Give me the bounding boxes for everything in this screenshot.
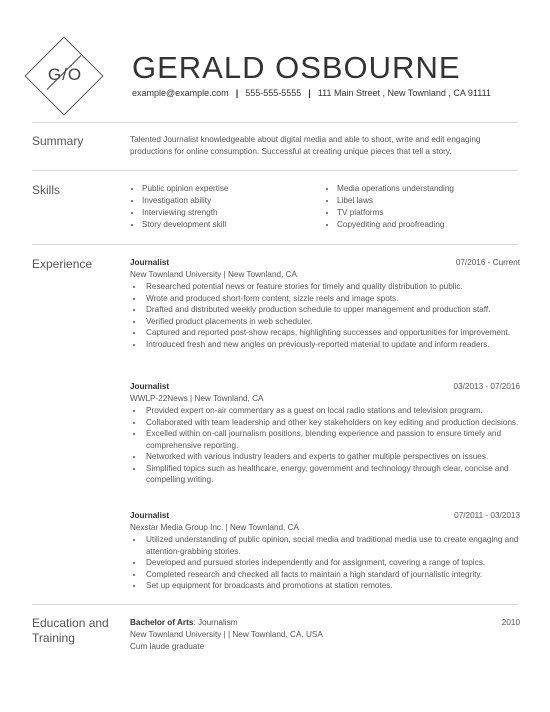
job-dates: 07/2016 - Current bbox=[455, 258, 520, 267]
education-heading: Education and Training bbox=[32, 616, 109, 645]
divider bbox=[32, 244, 518, 245]
address: 111 Main Street , New Townland , CA 91111 bbox=[317, 88, 491, 98]
job-bullet: • Simplified topics such as healthcare, energy, government and technology through clear, concise and compelling writing. bbox=[144, 463, 520, 486]
job-title: Journalist bbox=[130, 382, 170, 391]
job-bullet: • Networked with various industry leaders and experts to gather multiple perspectives on issues. bbox=[144, 451, 520, 463]
skill-item: • Media operations understanding bbox=[337, 183, 520, 195]
education-entry bbox=[130, 617, 520, 653]
skill-item: • Public opinion expertise bbox=[142, 183, 325, 195]
skill-item: • Story development skill bbox=[142, 219, 325, 231]
phone: 555-555-5555 bbox=[245, 88, 302, 98]
job-bullets bbox=[130, 405, 520, 486]
job-entry bbox=[130, 381, 520, 486]
job-bullet: • Set up equipment for broadcasts and promotions at station remotes. bbox=[144, 580, 520, 592]
summary-heading: Summary bbox=[32, 134, 84, 148]
skill-item: • Investigation ability bbox=[142, 195, 325, 207]
skills-column-left bbox=[130, 183, 325, 231]
job-bullets bbox=[130, 281, 520, 350]
divider bbox=[32, 122, 518, 123]
degree: Bachelor of Arts bbox=[130, 618, 194, 627]
field-of-study: : Journalism bbox=[193, 618, 238, 627]
separator: | bbox=[235, 88, 239, 98]
job-bullet: • Captured and reported post-show recaps, highlighting successes and opportunities for improvement. bbox=[144, 327, 520, 339]
skill-item: • Interviewing strength bbox=[142, 207, 325, 219]
job-bullet: • Excelled within on-call journalism positions, blending experience and passion to ensure timely and comprehensive reporting. bbox=[144, 428, 520, 451]
contact-line bbox=[132, 88, 491, 98]
job-bullet: • Introduced fresh and new angles on previously-reported material to update and inform readers. bbox=[144, 339, 520, 351]
monogram bbox=[30, 40, 100, 110]
monogram-text: G/O bbox=[47, 65, 83, 84]
divider bbox=[32, 170, 518, 171]
job-bullet: • Utilized understanding of public opinion, social media and traditional media use to create engaging and attention-grabbing stories. bbox=[144, 534, 520, 557]
skill-item: • Libel laws bbox=[337, 195, 520, 207]
candidate-name: GERALD OSBOURNE bbox=[132, 50, 461, 85]
skill-item: • TV platforms bbox=[337, 207, 520, 219]
degree-line bbox=[130, 617, 238, 629]
job-entry bbox=[130, 257, 520, 350]
job-bullet: • Developed and pursued stories independently and for assignment, covering a range of topics. bbox=[144, 557, 520, 569]
separator: | bbox=[308, 88, 311, 98]
job-company: Nexstar Media Group Inc. | New Townland, CA bbox=[130, 523, 299, 532]
job-bullet: • Wrote and produced short-form content, sizzle reels and image spots. bbox=[144, 293, 520, 305]
job-dates: 03/2013 - 07/2016 bbox=[453, 382, 520, 391]
job-bullet: • Completed research and checked all facts to maintain a high standard of journalistic integrity. bbox=[144, 569, 520, 581]
job-bullet: • Provided expert on-air commentary as a guest on local radio stations and television program. bbox=[144, 405, 520, 417]
job-entry bbox=[130, 510, 520, 592]
email: example@example.com bbox=[132, 88, 229, 98]
job-dates: 07/2011 - 03/2013 bbox=[454, 511, 520, 520]
job-bullets bbox=[130, 534, 520, 592]
school: New Townland University | | New Townland, CA, USA bbox=[130, 630, 323, 639]
experience-heading: Experience bbox=[32, 257, 93, 271]
job-bullet: • Researched potential news or feature stories for timely and quality distribution to public. bbox=[144, 281, 520, 293]
job-bullet: • Verified product placements in web scheduler. bbox=[144, 316, 520, 328]
skills-column-right bbox=[325, 183, 520, 231]
job-title: Journalist bbox=[130, 511, 170, 520]
job-company: WWLP-22News | New Townland, CA bbox=[130, 394, 264, 403]
graduation-year: 2010 bbox=[501, 618, 520, 627]
summary-text: Talented Journalist knowledgeable about digital media and able to shoot, write and edit engaging productions for online consumption. Successful at creating unique pieces that tell a story. bbox=[130, 135, 481, 156]
job-company: New Townland University | New Townland, CA bbox=[130, 270, 298, 279]
skills-list bbox=[130, 183, 520, 231]
divider bbox=[32, 604, 518, 605]
job-title: Journalist bbox=[130, 258, 170, 267]
job-bullet: • Collaborated with team leadership and other key stakeholders on key editing and production decisions. bbox=[144, 417, 520, 429]
job-bullet: • Drafted and distributed weekly production schedule to upper management and production staff. bbox=[144, 304, 520, 316]
skill-item: • Copyediting and proofreading bbox=[337, 219, 520, 231]
skills-heading: Skills bbox=[32, 183, 61, 197]
honors: Cum laude graduate bbox=[130, 642, 205, 651]
